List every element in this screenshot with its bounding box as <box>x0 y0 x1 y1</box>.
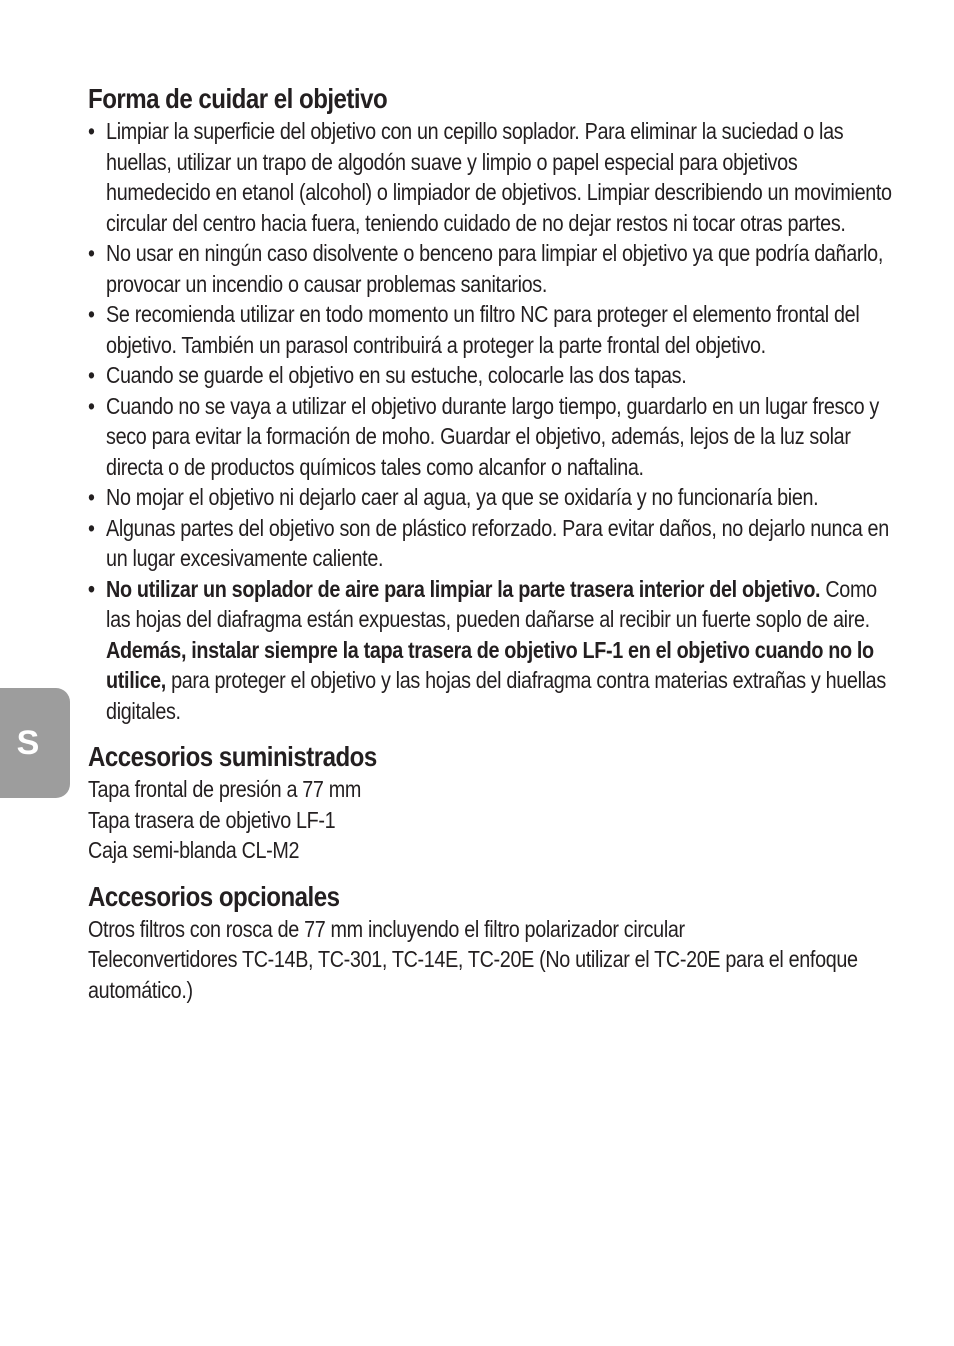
warning-text-1: Como las hojas del diafragma están expuestas, pueden dañarse al recibir un fuerte soplo de aire. <box>106 575 877 632</box>
list-item: Tapa frontal de presión a 77 mm <box>88 776 362 802</box>
warning-bold-1: No utilizar un soplador de aire para limpiar la parte trasera interior del objetivo. <box>106 575 821 602</box>
language-tab <box>0 688 70 798</box>
supplied-accessories-title: Accesorios suministrados <box>88 741 377 772</box>
bullet-icon: • <box>88 575 95 602</box>
language-tab-letter: S <box>16 724 40 762</box>
bullet-icon: • <box>88 484 95 510</box>
list-item <box>88 116 900 238</box>
list-item-text: Limpiar la superficie del objetivo con un cepillo soplador. Para eliminar la suciedad o las huellas, utilizar un trapo de algodón suave y limpio o papel especial para objetivos humedecido en etanol (alcohol) o limpiador de objetivos. Limpiar describiendo un movimiento circular del centro hacia fuera, teniendo cuidado de no dejar restos ni tocar otras partes. <box>106 118 892 236</box>
list-item-text: No mojar el objetivo ni dejarlo caer al agua, ya que se oxidaría y no funcionaría bien. <box>106 484 819 510</box>
list-item-warning <box>88 574 900 727</box>
list-item-text: Se recomienda utilizar en todo momento un filtro NC para proteger el elemento frontal del objetivo. También un parasol contribuirá a proteger la parte frontal del objetivo. <box>106 301 860 358</box>
list-item: Caja semi-blanda CL-M2 <box>88 837 300 863</box>
lens-care-list <box>88 116 900 726</box>
optional-accessories-section <box>88 880 900 1006</box>
list-item: Tapa trasera de objetivo LF-1 <box>88 806 336 833</box>
bullet-icon: • <box>88 118 95 144</box>
list-item-text: Cuando no se vaya a utilizar el objetivo durante largo tiempo, guardarlo en un lugar fresco y seco para evitar la formación de moho. Guardar el objetivo, además, lejos de la luz solar directa o de productos químicos tales como alcanfor o naftalina. <box>106 392 879 480</box>
bullet-icon: • <box>88 392 95 419</box>
document-page <box>88 82 900 1005</box>
lens-care-section <box>88 82 900 726</box>
list-item-text: No usar en ningún caso disolvente o benceno para limpiar el objetivo ya que podría dañarlo, provocar un incendio o causar problemas sanitarios. <box>106 240 883 297</box>
list-item-text: Cuando se guarde el objetivo en su estuche, colocarle las dos tapas. <box>106 362 687 388</box>
optional-accessories-title: Accesorios opcionales <box>88 880 340 912</box>
list-item <box>88 391 900 483</box>
list-item <box>88 513 900 574</box>
bullet-icon: • <box>88 240 95 266</box>
warning-text-2: para proteger el objetivo y las hojas del diafragma contra materias extrañas y huellas digitales. <box>106 667 886 724</box>
list-item <box>88 360 900 391</box>
optional-accessories-list <box>88 914 900 1006</box>
bullet-icon: • <box>88 362 95 388</box>
list-item: Teleconvertidores TC-14B, TC-301, TC-14E, TC-20E (No utilizar el TC-20E para el enfoque automático.) <box>88 946 858 1003</box>
list-item <box>88 482 900 513</box>
list-item <box>88 299 900 360</box>
list-item <box>88 238 900 299</box>
supplied-accessories-section <box>88 740 900 866</box>
bullet-icon: • <box>88 514 95 541</box>
lens-care-title: Forma de cuidar el objetivo <box>88 83 388 114</box>
warning-bold-2: Además, instalar siempre la tapa trasera de objetivo LF-1 en el objetivo cuando no lo utilice, <box>106 636 874 693</box>
bullet-icon: • <box>88 301 95 327</box>
supplied-accessories-list <box>88 774 900 866</box>
list-item: Otros filtros con rosca de 77 mm incluyendo el filtro polarizador circular <box>88 915 685 942</box>
list-item-text: Algunas partes del objetivo son de plástico reforzado. Para evitar daños, no dejarlo nunca en un lugar excesivamente caliente. <box>106 514 889 571</box>
